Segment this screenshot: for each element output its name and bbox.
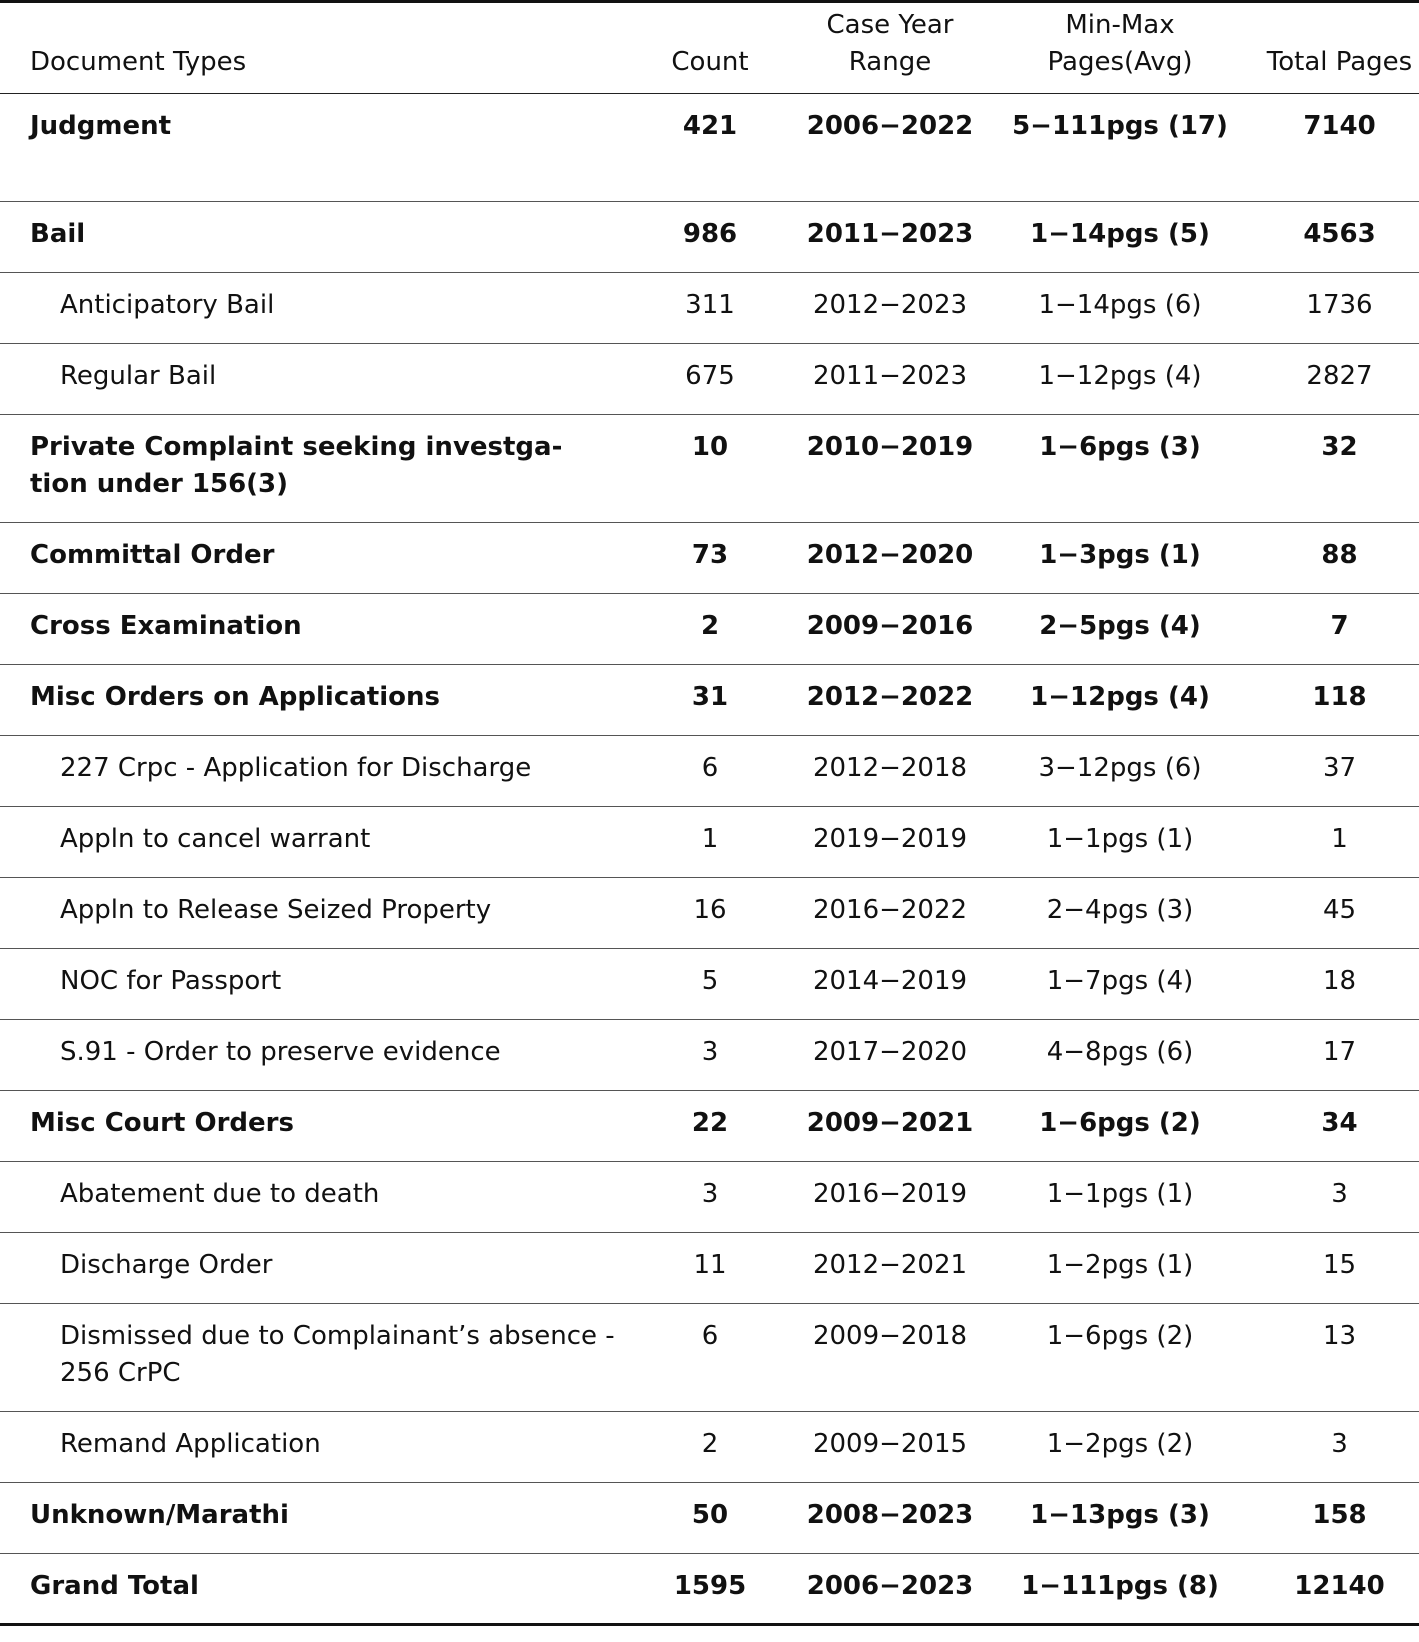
header-pages-line1: Min-Max [1065, 10, 1175, 40]
row-count: 675 [620, 344, 800, 415]
row-case-year-range: 2016−2022 [800, 878, 980, 949]
row-document-type: S.91 - Order to preserve evidence [0, 1020, 620, 1091]
header-total-pages: Total Pages [1260, 2, 1419, 94]
row-document-type: Discharge Order [0, 1233, 620, 1304]
table-row [0, 594, 1419, 665]
row-min-max-pages: 1−111pgs (8) [1021, 1571, 1219, 1601]
row-document-type: Misc Orders on Applications [0, 665, 620, 736]
row-min-max-pages: 1−12pgs (4) [980, 665, 1260, 736]
row-count: 50 [620, 1483, 800, 1554]
row-document-type: 227 Crpc - Application for Discharge [0, 736, 620, 807]
row-min-max-pages: 1−6pgs (2) [980, 1091, 1260, 1162]
row-document-type: Unknown/Marathi [0, 1483, 620, 1554]
row-total-pages: 3 [1260, 1412, 1419, 1483]
header-row [0, 2, 1419, 94]
row-count: 16 [620, 878, 800, 949]
table-row [0, 202, 1419, 273]
table-row [0, 1412, 1419, 1483]
row-min-max-pages: 1−12pgs (4) [980, 344, 1260, 415]
row-document-type: Regular Bail [0, 344, 620, 415]
row-total-pages: 37 [1260, 736, 1419, 807]
row-case-year-range: 2006−2022 [800, 94, 980, 202]
table-row [0, 1091, 1419, 1162]
row-total-pages: 17 [1260, 1020, 1419, 1091]
row-total-pages: 3 [1260, 1162, 1419, 1233]
row-count: 421 [620, 94, 800, 202]
table-row [0, 344, 1419, 415]
table-row [0, 878, 1419, 949]
row-count: 11 [620, 1233, 800, 1304]
row-case-year-range: 2011−2023 [800, 344, 980, 415]
row-document-type: Judgment [0, 94, 620, 202]
row-min-max-pages: 1−2pgs (2) [980, 1412, 1260, 1483]
row-count: 3 [620, 1020, 800, 1091]
row-min-max-pages: 3−12pgs (6) [980, 736, 1260, 807]
row-case-year-range: 2011−2023 [800, 202, 980, 273]
table-row [0, 1233, 1419, 1304]
row-count: 311 [620, 273, 800, 344]
table-row [0, 1020, 1419, 1091]
row-min-max-pages: 1−6pgs (2) [980, 1304, 1260, 1412]
row-min-max-pages: 1−14pgs (6) [980, 273, 1260, 344]
row-min-max-pages: 5−111pgs (17) [980, 94, 1260, 202]
row-document-type: Appln to Release Seized Property [0, 878, 620, 949]
row-case-year-range: 2009−2021 [800, 1091, 980, 1162]
row-document-type: Grand Total [30, 1571, 199, 1601]
header-min-max-pages [980, 2, 1260, 94]
row-count: 22 [620, 1091, 800, 1162]
row-total-pages: 34 [1260, 1091, 1419, 1162]
row-document-type: Committal Order [0, 523, 620, 594]
table-row [0, 665, 1419, 736]
row-min-max-pages: 1−2pgs (1) [980, 1233, 1260, 1304]
row-case-year-range: 2012−2020 [800, 523, 980, 594]
row-document-type: Abatement due to death [0, 1162, 620, 1233]
header-document-types: Document Types [0, 2, 620, 94]
row-case-year-range: 2012−2022 [800, 665, 980, 736]
table-row [0, 1554, 1419, 1625]
table-body [0, 94, 1419, 1625]
row-case-year-range: 2012−2018 [800, 736, 980, 807]
row-total-pages: 4563 [1260, 202, 1419, 273]
row-case-year-range: 2010−2019 [800, 415, 980, 523]
row-total-pages: 45 [1260, 878, 1419, 949]
row-count: 2 [620, 594, 800, 665]
row-case-year-range: 2014−2019 [800, 949, 980, 1020]
row-document-type: Anticipatory Bail [0, 273, 620, 344]
row-case-year-range: 2012−2021 [800, 1233, 980, 1304]
row-min-max-pages: 4−8pgs (6) [980, 1020, 1260, 1091]
row-document-type: Remand Application [0, 1412, 620, 1483]
row-total-pages: 13 [1260, 1304, 1419, 1412]
row-min-max-pages: 1−1pgs (1) [980, 1162, 1260, 1233]
row-case-year-range: 2019−2019 [800, 807, 980, 878]
row-case-year-range: 2006−2023 [806, 1571, 974, 1601]
table-row [0, 1304, 1419, 1412]
row-total-pages: 2827 [1260, 344, 1419, 415]
row-total-pages: 7 [1260, 594, 1419, 665]
row-total-pages: 1 [1260, 807, 1419, 878]
header-range-line1: Case Year [826, 10, 954, 40]
row-document-type: Cross Examination [0, 594, 620, 665]
table-row [0, 1162, 1419, 1233]
row-count: 1595 [673, 1571, 747, 1601]
table-row [0, 807, 1419, 878]
row-total-pages: 18 [1260, 949, 1419, 1020]
table-row [0, 94, 1419, 202]
row-document-type: Bail [0, 202, 620, 273]
row-document-type: Appln to cancel warrant [0, 807, 620, 878]
row-total-pages: 88 [1260, 523, 1419, 594]
row-case-year-range: 2009−2018 [800, 1304, 980, 1412]
table-row [0, 736, 1419, 807]
row-document-type: Misc Court Orders [0, 1091, 620, 1162]
row-total-pages: 32 [1260, 415, 1419, 523]
table-row [0, 273, 1419, 344]
row-total-pages: 118 [1260, 665, 1419, 736]
row-count: 6 [620, 1304, 800, 1412]
row-count: 6 [620, 736, 800, 807]
row-count: 5 [620, 949, 800, 1020]
row-total-pages: 158 [1260, 1483, 1419, 1554]
row-document-type: NOC for Passport [0, 949, 620, 1020]
row-total-pages: 1736 [1260, 273, 1419, 344]
header-count: Count [620, 2, 800, 94]
row-total-pages: 7140 [1260, 94, 1419, 202]
row-count: 73 [620, 523, 800, 594]
table-row [0, 415, 1419, 523]
row-total-pages: 15 [1260, 1233, 1419, 1304]
table-row [0, 949, 1419, 1020]
row-document-type: Dismissed due to Complainant’s absence - 256 CrPC [0, 1304, 620, 1412]
row-case-year-range: 2008−2023 [800, 1483, 980, 1554]
table-row [0, 1483, 1419, 1554]
row-document-type: Private Complaint seeking investga-tion under 156(3) [0, 415, 620, 523]
row-count: 10 [620, 415, 800, 523]
row-case-year-range: 2009−2016 [800, 594, 980, 665]
row-count: 2 [620, 1412, 800, 1483]
row-min-max-pages: 1−14pgs (5) [980, 202, 1260, 273]
header-case-year-range [800, 2, 980, 94]
row-case-year-range: 2009−2015 [800, 1412, 980, 1483]
row-min-max-pages: 1−3pgs (1) [980, 523, 1260, 594]
row-case-year-range: 2012−2023 [800, 273, 980, 344]
header-range-line2: Range [848, 47, 932, 77]
row-count: 31 [620, 665, 800, 736]
table-row [0, 523, 1419, 594]
row-min-max-pages: 1−7pgs (4) [980, 949, 1260, 1020]
row-min-max-pages: 1−6pgs (3) [980, 415, 1260, 523]
row-min-max-pages: 2−4pgs (3) [980, 878, 1260, 949]
row-count: 3 [620, 1162, 800, 1233]
row-total-pages: 12140 [1294, 1571, 1385, 1601]
row-count: 1 [620, 807, 800, 878]
row-min-max-pages: 2−5pgs (4) [980, 594, 1260, 665]
row-case-year-range: 2016−2019 [800, 1162, 980, 1233]
row-min-max-pages: 1−1pgs (1) [980, 807, 1260, 878]
row-case-year-range: 2017−2020 [800, 1020, 980, 1091]
row-count: 986 [620, 202, 800, 273]
row-min-max-pages: 1−13pgs (3) [980, 1483, 1260, 1554]
header-pages-line2: Pages(Avg) [1047, 47, 1193, 77]
